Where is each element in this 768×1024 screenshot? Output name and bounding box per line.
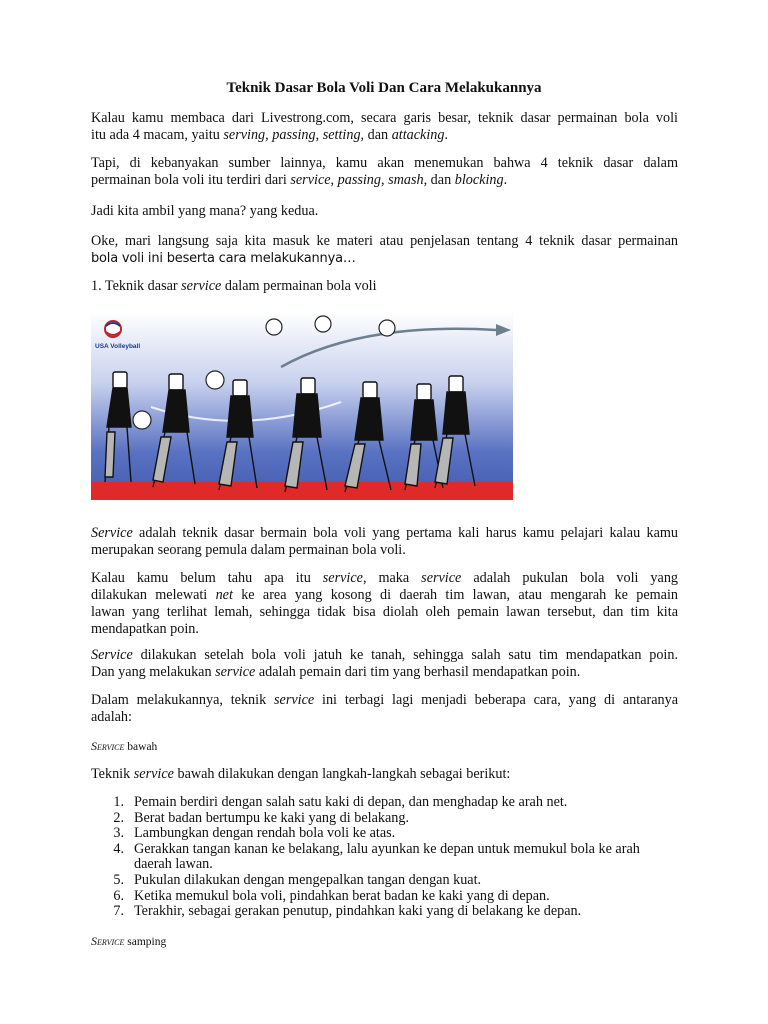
paragraph-service-explanation bbox=[91, 570, 678, 638]
text-span: . bbox=[503, 172, 508, 188]
text-span: adalah pukulan bola voli yang bbox=[461, 570, 679, 586]
term-service: service bbox=[133, 766, 174, 782]
paragraph-line bbox=[91, 664, 678, 681]
list-text: Ketika memukul bola voli, pindahkan berat badan ke kaki yang di depan. bbox=[134, 887, 550, 904]
logo-text: USA Volleyball bbox=[95, 343, 141, 350]
volleyball-serve-illustration bbox=[91, 312, 513, 512]
list-text: Pemain berdiri dengan salah satu kaki di depan, dan menghadap ke arah net. bbox=[134, 794, 568, 810]
term-net: net bbox=[215, 587, 233, 603]
text-span: , dan bbox=[360, 127, 392, 143]
paragraph-line: bola voli ini beserta cara melakukannya… bbox=[91, 251, 356, 266]
term-blocking: blocking bbox=[454, 172, 504, 188]
list-text: Berat badan bertumpu ke kaki yang di belakang. bbox=[134, 809, 409, 826]
term-serving: serving bbox=[223, 127, 266, 143]
term-service: service bbox=[322, 570, 363, 586]
list-text: Terakhir, sebagai gerakan penutup, pindahkan kaki yang di belakang ke depan. bbox=[134, 903, 582, 920]
paragraph-intro bbox=[91, 110, 678, 144]
paragraph-line: lawan yang terlihat lemah, sehingga tidak bisa diolah oleh pemain lawan tersebut, dan tim kita bbox=[91, 604, 678, 620]
paragraph-line bbox=[91, 692, 678, 709]
text-span: , maka bbox=[362, 570, 422, 586]
paragraph-steps-intro bbox=[91, 766, 678, 783]
text-span: ini terbagi lagi menjadi beberapa cara, yang di antaranya bbox=[314, 692, 678, 708]
text-span: bawah bbox=[124, 741, 158, 753]
text-span: Kalau kamu belum tahu apa itu bbox=[91, 570, 323, 586]
paragraph-service-definition bbox=[91, 525, 678, 559]
list-item bbox=[91, 811, 691, 827]
paragraph-line bbox=[91, 172, 678, 189]
list-number: 1. bbox=[113, 794, 124, 810]
text-span: , bbox=[330, 172, 338, 188]
service-bawah-steps bbox=[91, 795, 691, 920]
term-service: Service bbox=[91, 525, 133, 541]
term-attacking: attacking bbox=[391, 127, 445, 143]
list-text-line: Gerakkan tangan kanan ke belakang, lalu ayunkan ke depan untuk memukul bola ke arah bbox=[134, 840, 640, 857]
text-span: , dan bbox=[423, 172, 455, 188]
term-service: Service bbox=[91, 647, 133, 663]
list-number: 7. bbox=[113, 903, 124, 920]
list-number: 6. bbox=[113, 887, 124, 904]
term-service: Service bbox=[91, 739, 125, 753]
text-span: 1. Teknik dasar bbox=[91, 278, 182, 294]
list-number: 4. bbox=[113, 840, 124, 857]
term-service: service bbox=[215, 664, 256, 680]
list-text: Lambungkan dengan rendah bola voli ke atas. bbox=[134, 825, 396, 842]
list-item bbox=[91, 795, 691, 811]
text-span: , bbox=[265, 127, 273, 143]
paragraph-line: Oke, mari langsung saja kita masuk ke materi atau penjelasan tentang 4 teknik dasar permainan bbox=[91, 233, 678, 249]
list-text bbox=[134, 842, 691, 873]
document-title: Teknik Dasar Bola Voli Dan Cara Melakukannya bbox=[226, 80, 542, 96]
text-span: dilakukan melewati bbox=[91, 587, 216, 603]
list-text: Pukulan dilakukan dengan mengepalkan tangan dengan kuat. bbox=[134, 871, 482, 888]
paragraph-line: mendapatkan poin. bbox=[91, 621, 199, 637]
paragraph-service-types bbox=[91, 692, 678, 726]
list-item bbox=[91, 889, 691, 905]
text-span: dilakukan setelah bola voli jatuh ke tanah, sehingga salah satu tim mendapatkan poin. bbox=[132, 647, 678, 663]
list-text-line: daerah lawan. bbox=[134, 856, 213, 873]
list-number: 5. bbox=[113, 871, 124, 888]
list-number: 2. bbox=[113, 809, 124, 826]
paragraph-line bbox=[91, 525, 678, 542]
text-span: Dalam melakukannya, teknik bbox=[91, 692, 275, 708]
text-span: samping bbox=[124, 936, 167, 948]
subheading-service-samping bbox=[91, 933, 678, 951]
paragraph-sources bbox=[91, 155, 678, 189]
paragraph-lead-in bbox=[91, 233, 678, 267]
court-red-band bbox=[91, 482, 513, 500]
paragraph-line: Kalau kamu membaca dari Livestrong.com, secara garis besar, teknik dasar permainan bola voli bbox=[91, 110, 678, 126]
text-span: ke area yang kosong di daerah tim lawan, atau mengarah ke pemain bbox=[232, 587, 679, 603]
text-span: , bbox=[315, 127, 323, 143]
term-smash: smash bbox=[388, 172, 424, 188]
term-passing: passing bbox=[337, 172, 381, 188]
text-span: bawah dilakukan dengan langkah-langkah sebagai berikut: bbox=[173, 766, 511, 782]
section-heading-service bbox=[91, 278, 678, 295]
text-span: dalam permainan bola voli bbox=[221, 278, 377, 294]
term-service: service bbox=[290, 172, 331, 188]
list-item bbox=[91, 904, 691, 920]
paragraph-line bbox=[91, 127, 678, 144]
paragraph-line: adalah: bbox=[91, 709, 132, 725]
term-service: service bbox=[421, 570, 462, 586]
text-span: adalah teknik dasar bermain bola voli yang pertama kali harus kamu pelajari kalau kamu bbox=[132, 525, 678, 541]
term-setting: setting bbox=[322, 127, 361, 143]
text-span: . bbox=[444, 127, 449, 143]
paragraph-line bbox=[91, 587, 678, 604]
court-white-band bbox=[91, 500, 513, 512]
term-passing: passing bbox=[272, 127, 316, 143]
text-span: permainan bola voli itu terdiri dari bbox=[91, 172, 291, 188]
text-span: Dan yang melakukan bbox=[91, 664, 216, 680]
term-service: Service bbox=[91, 934, 125, 948]
list-number: 3. bbox=[113, 825, 124, 842]
paragraph-line bbox=[91, 647, 678, 664]
text-span: itu ada 4 macam, yaitu bbox=[91, 127, 224, 143]
text-span: , bbox=[381, 172, 389, 188]
list-item bbox=[91, 873, 691, 889]
term-service: service bbox=[181, 278, 222, 294]
subheading-service-bawah bbox=[91, 738, 678, 756]
paragraph-choice: Jadi kita ambil yang mana? yang kedua. bbox=[91, 203, 319, 219]
paragraph-line: Tapi, di kebanyakan sumber lainnya, kamu akan menemukan bahwa 4 teknik dasar dalam bbox=[91, 155, 678, 171]
paragraph-line bbox=[91, 570, 678, 587]
paragraph-service-timing bbox=[91, 647, 678, 681]
term-service: service bbox=[274, 692, 315, 708]
list-item bbox=[91, 842, 691, 873]
list-item bbox=[91, 826, 691, 842]
text-span: adalah pemain dari tim yang berhasil mendapatkan poin. bbox=[255, 664, 581, 680]
paragraph-line: merupakan seorang pemula dalam permainan bola voli. bbox=[91, 542, 406, 558]
text-span: Teknik bbox=[91, 766, 134, 782]
serve-sequence-drawing bbox=[91, 312, 513, 512]
